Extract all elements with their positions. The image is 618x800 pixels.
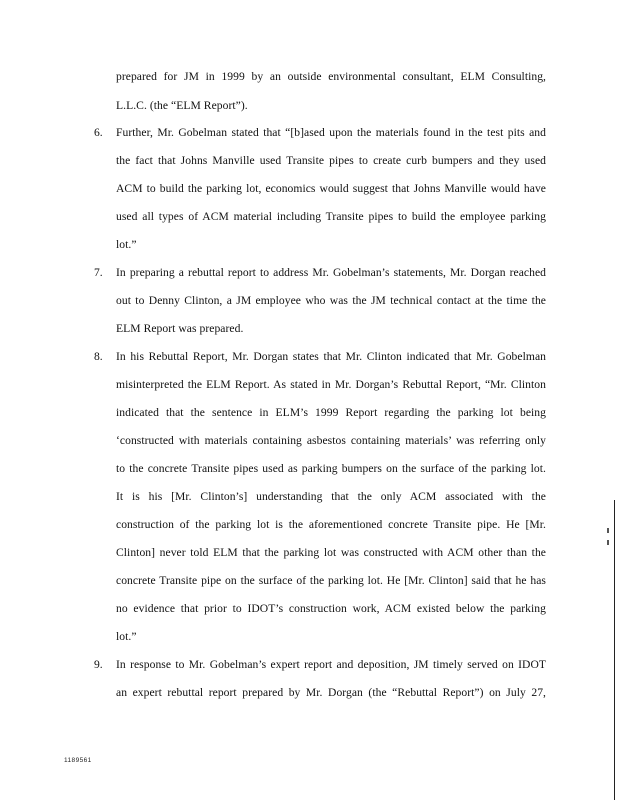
paragraph-7-line-2: out to Denny Clinton, a JM employee who was the JM technical contact at the time the [116,294,546,307]
paragraph-8-line-9: concrete Transite pipe on the surface of the parking lot. He [Mr. Clinton] said that he has [116,574,546,587]
intro-line-1: prepared for JM in 1999 by an outside environmental consultant, ELM Consulting, [116,70,546,83]
paragraph-9-line-2: an expert rebuttal report prepared by Mr. Dorgan (the “Rebuttal Report”) on July 27, [116,686,546,699]
paragraph-8-number: 8. [94,350,103,363]
paragraph-7-line-3: ELM Report was prepared. [116,322,244,335]
paragraph-6-number: 6. [94,126,103,139]
scan-edge-line [614,500,615,800]
paragraph-8-line-2: misinterpreted the ELM Report. As stated in Mr. Dorgan’s Rebuttal Report, “Mr. Clinton [116,378,546,391]
paragraph-8-line-6: It is his [Mr. Clinton’s] understanding that the only ACM associated with the [116,490,546,503]
paragraph-7-line-1: In preparing a rebuttal report to address Mr. Gobelman’s statements, Mr. Dorgan reached [116,266,546,279]
paragraph-8-line-8: Clinton] never told ELM that the parking lot was constructed with ACM other than the [116,546,546,559]
scan-mark [607,540,609,545]
paragraph-9-number: 9. [94,658,103,671]
paragraph-6-line-1: Further, Mr. Gobelman stated that “[b]ased upon the materials found in the test pits and [116,126,546,139]
footer-document-id: 1189561 [64,757,92,764]
paragraph-8-line-1: In his Rebuttal Report, Mr. Dorgan states that Mr. Clinton indicated that Mr. Gobelman [116,350,546,363]
paragraph-8-line-11: lot.” [116,630,137,643]
paragraph-8-line-10: no evidence that prior to IDOT’s construction work, ACM existed below the parking [116,602,546,615]
intro-line-2: L.L.C. (the “ELM Report”). [116,99,248,112]
paragraph-6-line-3: ACM to build the parking lot, economics would suggest that Johns Manville would have [116,182,546,195]
paragraph-9-line-1: In response to Mr. Gobelman’s expert report and deposition, JM timely served on IDOT [116,658,546,671]
paragraph-6-line-2: the fact that Johns Manville used Transite pipes to create curb bumpers and they used [116,154,546,167]
paragraph-8-line-4: ‘constructed with materials containing asbestos containing materials’ was referring only [116,434,546,447]
paragraph-8-line-3: indicated that the sentence in ELM’s 1999 Report regarding the parking lot being [116,406,546,419]
paragraph-6-line-5: lot.” [116,238,137,251]
paragraph-6-line-4: used all types of ACM material including Transite pipes to build the employee parking [116,210,546,223]
scan-mark [607,528,609,533]
paragraph-7-number: 7. [94,266,103,279]
paragraph-8-line-5: to the concrete Transite pipes used as parking bumpers on the surface of the parking lot. [116,462,546,475]
paragraph-8-line-7: construction of the parking lot is the aforementioned concrete Transite pipe. He [Mr. [116,518,546,531]
